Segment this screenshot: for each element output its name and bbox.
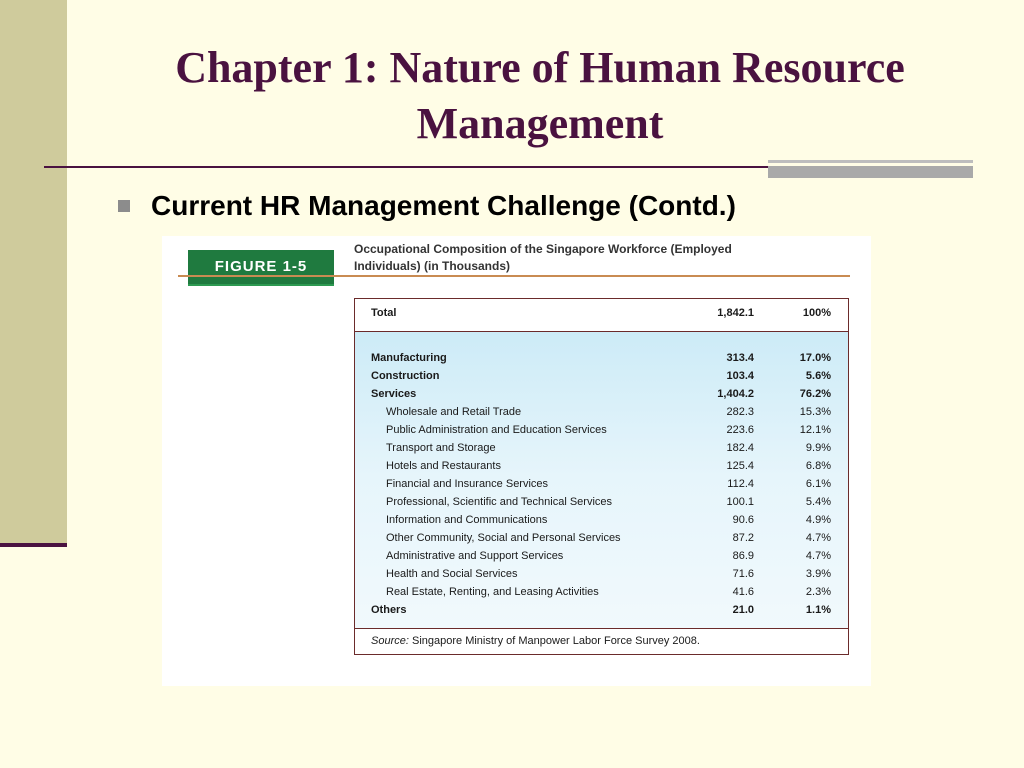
- row-percent: 4.7%: [805, 550, 831, 562]
- bullet-point: [118, 190, 736, 222]
- row-percent: 5.6%: [805, 370, 831, 382]
- row-value: 100.1: [726, 496, 754, 508]
- table-source-row: [355, 628, 848, 654]
- row-value: 21.0: [732, 604, 754, 616]
- row-label: Others: [371, 604, 407, 616]
- row-percent: 76.2%: [799, 388, 831, 400]
- row-percent: 15.3%: [799, 406, 831, 418]
- figure-badge: FIGURE 1-5: [188, 250, 334, 284]
- row-label: Administrative and Support Services: [386, 550, 564, 562]
- row-value: 182.4: [726, 442, 754, 454]
- row-percent: 12.1%: [799, 424, 831, 436]
- table-row: [355, 403, 848, 421]
- row-percent: 17.0%: [799, 352, 831, 364]
- total-label: Total: [371, 307, 397, 319]
- left-accent-bar: [0, 0, 67, 545]
- total-value: 1,842.1: [717, 307, 754, 319]
- row-label: Professional, Scientific and Technical Services: [386, 496, 613, 508]
- row-percent: 4.7%: [805, 532, 831, 544]
- row-value: 282.3: [726, 406, 754, 418]
- row-label: Other Community, Social and Personal Services: [386, 532, 621, 544]
- row-value: 87.2: [732, 532, 754, 544]
- square-bullet-icon: [118, 200, 130, 212]
- row-label: Financial and Insurance Services: [386, 478, 549, 490]
- row-percent: 1.1%: [805, 604, 831, 616]
- table-row: [355, 511, 848, 529]
- row-label: Transport and Storage: [386, 442, 496, 454]
- table-row: [355, 565, 848, 583]
- row-value: 71.6: [732, 568, 754, 580]
- table-row: [355, 583, 848, 601]
- figure-image: [162, 236, 871, 686]
- title-divider: [44, 166, 768, 168]
- slide-title-line-1: Chapter 1: Nature of Human Resource: [175, 43, 905, 92]
- row-label: Services: [371, 388, 417, 400]
- total-percent: 100%: [802, 307, 831, 319]
- row-percent: 9.9%: [805, 442, 831, 454]
- figure-caption-line-2: Individuals) (in Thousands): [354, 259, 510, 273]
- row-value: 86.9: [732, 550, 754, 562]
- row-value: 313.4: [726, 352, 754, 364]
- table-row: [355, 349, 848, 367]
- row-percent: 2.3%: [805, 586, 831, 598]
- table-row: [355, 493, 848, 511]
- row-label: Wholesale and Retail Trade: [386, 406, 522, 418]
- row-percent: 5.4%: [805, 496, 831, 508]
- row-value: 125.4: [726, 460, 754, 472]
- title-divider-accent: [768, 160, 973, 178]
- source-text: Singapore Ministry of Manpower Labor Force Survey 2008.: [411, 635, 700, 647]
- table-row: [355, 601, 848, 619]
- row-value: 90.6: [732, 514, 754, 526]
- table-row: [355, 367, 848, 385]
- row-label: Public Administration and Education Services: [386, 424, 607, 436]
- row-value: 223.6: [726, 424, 754, 436]
- left-accent-line: [0, 543, 67, 547]
- table-row: [355, 421, 848, 439]
- slide-title: [90, 40, 990, 152]
- row-percent: 4.9%: [805, 514, 831, 526]
- table-row: [355, 547, 848, 565]
- row-label: Construction: [371, 370, 440, 382]
- table-row: [355, 475, 848, 493]
- row-percent: 6.1%: [805, 478, 831, 490]
- row-label: Health and Social Services: [386, 568, 518, 580]
- row-label: Manufacturing: [371, 352, 447, 364]
- table-total-row: [355, 299, 848, 332]
- table-row: [355, 439, 848, 457]
- row-value: 103.4: [726, 370, 754, 382]
- table-row: [355, 529, 848, 547]
- row-percent: 6.8%: [805, 460, 831, 472]
- row-value: 41.6: [732, 586, 754, 598]
- row-value: 1,404.2: [717, 388, 754, 400]
- row-label: Real Estate, Renting, and Leasing Activities: [386, 586, 599, 598]
- slide-title-line-2: Management: [416, 99, 664, 148]
- source-label: Source:: [371, 635, 409, 647]
- figure-caption: [354, 241, 804, 275]
- table-row: [355, 385, 848, 403]
- workforce-table: [354, 298, 849, 655]
- source-note: [371, 635, 700, 647]
- bullet-text: Current HR Management Challenge (Contd.): [151, 190, 736, 221]
- row-label: Information and Communications: [386, 514, 548, 526]
- row-percent: 3.9%: [805, 568, 831, 580]
- table-row: [355, 457, 848, 475]
- row-value: 112.4: [727, 478, 754, 490]
- figure-rule: [178, 275, 850, 277]
- figure-caption-line-1: Occupational Composition of the Singapore Workforce (Employed: [354, 242, 732, 256]
- row-label: Hotels and Restaurants: [386, 460, 501, 472]
